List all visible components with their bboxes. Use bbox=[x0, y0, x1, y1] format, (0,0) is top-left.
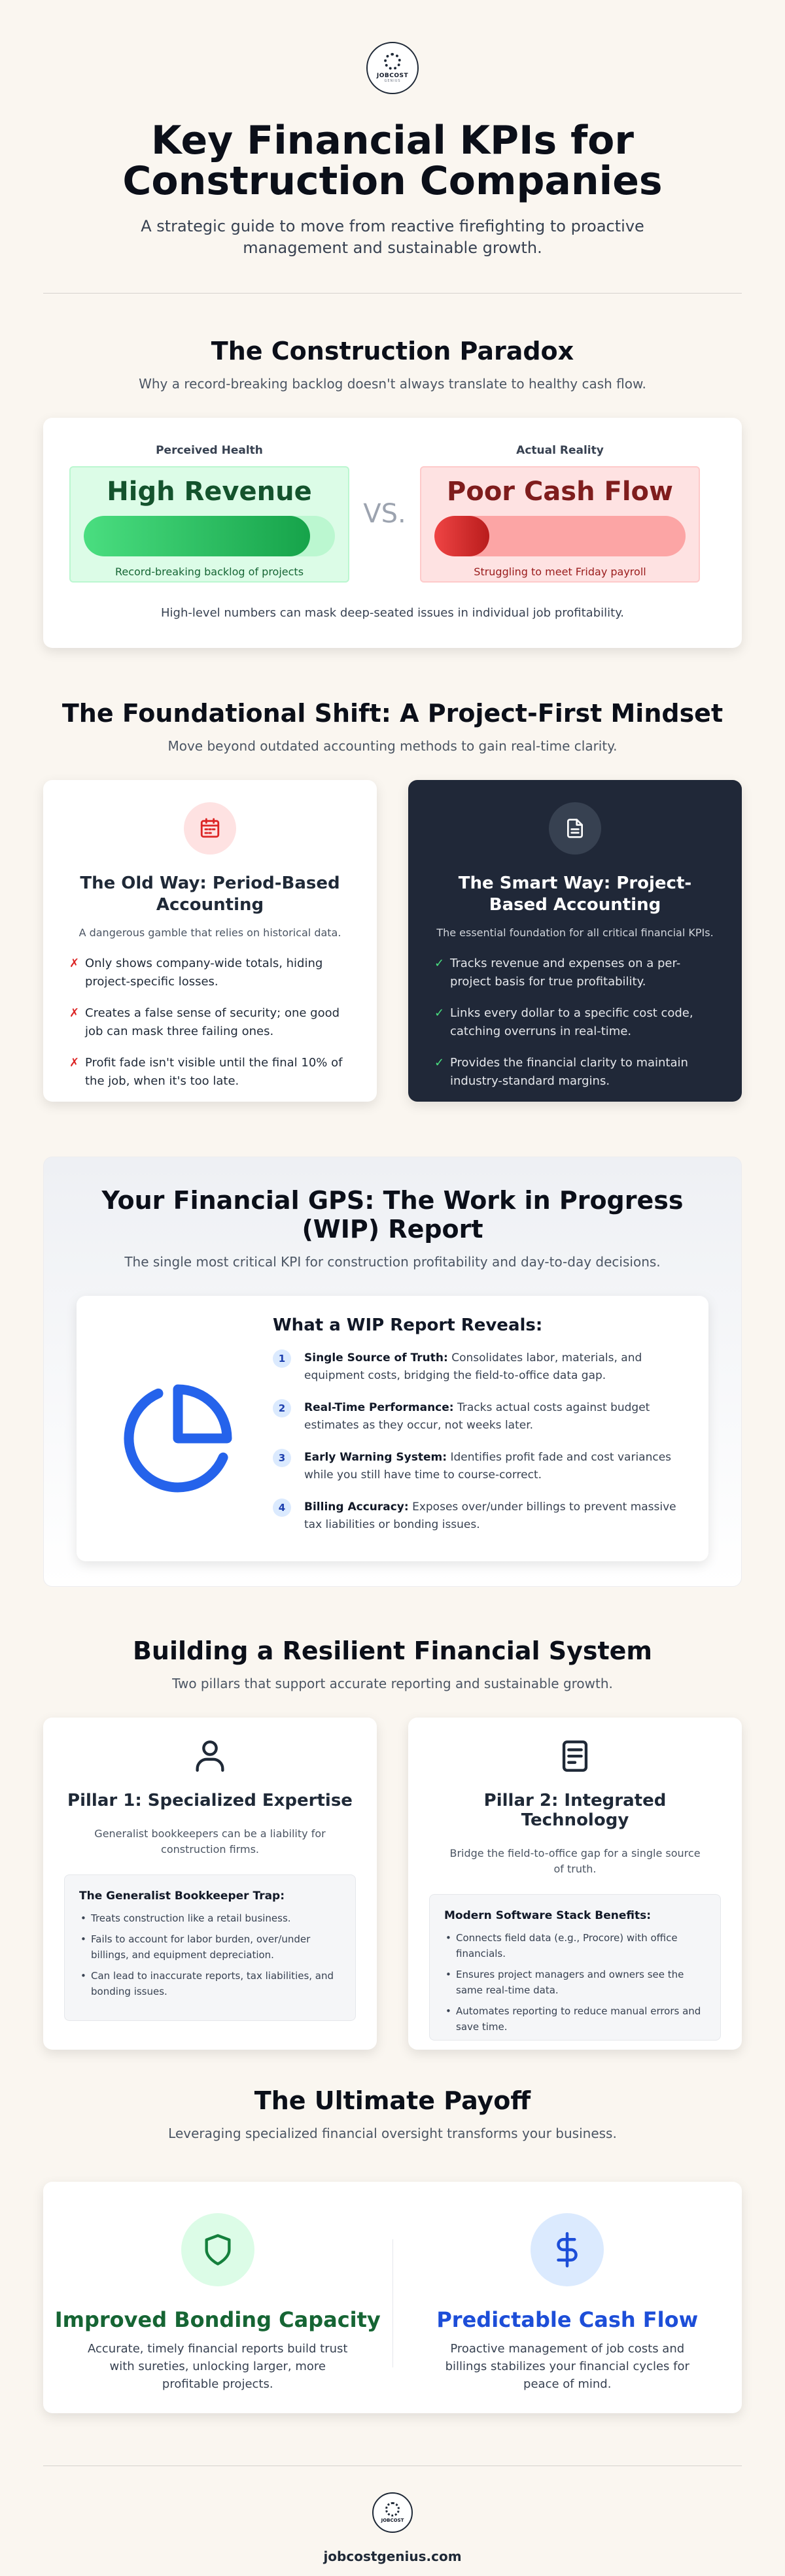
pillar-detail-box bbox=[429, 1894, 721, 2041]
actual-caption: Struggling to meet Friday payroll bbox=[474, 566, 646, 578]
shift-title: The Foundational Shift: A Project-First Mindset bbox=[61, 699, 724, 728]
actual-panel bbox=[420, 466, 700, 583]
wip-heading: What a WIP Report Reveals: bbox=[273, 1315, 543, 1335]
list-item-text: Creates a false sense of security; one good job can mask three failing ones. bbox=[85, 1006, 340, 1038]
payoff-card bbox=[43, 2182, 742, 2413]
payoff-item-title: Predictable Cash Flow bbox=[436, 2307, 699, 2332]
x-mark-icon: ✗ bbox=[69, 1056, 80, 1070]
wip-list bbox=[273, 1349, 682, 1534]
old-way-list bbox=[69, 955, 351, 1091]
paradox-section bbox=[43, 337, 742, 648]
list-item bbox=[273, 1349, 682, 1385]
footer-logo-name: JOBCOST bbox=[381, 2518, 404, 2523]
pillar-expertise-card bbox=[43, 1718, 377, 2050]
list-item-text: Links every dollar to a specific cost code, catching overruns in real-time. bbox=[450, 1006, 693, 1038]
calendar-icon bbox=[184, 802, 236, 855]
check-icon: ✓ bbox=[434, 1006, 445, 1020]
payoff-item-desc: Proactive management of job costs and billings stabilizes your financial cycles for peace of mind. bbox=[445, 2342, 689, 2391]
payoff-section bbox=[43, 2086, 742, 2413]
cash-flow-bar-fill bbox=[434, 516, 489, 556]
clipboard-icon bbox=[429, 1737, 721, 1778]
page-title: Key Financial KPIs for Construction Companies bbox=[122, 118, 663, 204]
item-title: Real-Time Performance: bbox=[304, 1401, 454, 1414]
perceived-caption: Record-breaking backlog of projects bbox=[114, 566, 304, 578]
wip-subtitle: The single most critical KPI for construction profitability and day-to-day decisions. bbox=[124, 1254, 661, 1270]
paradox-subtitle: Why a record-breaking backlog doesn't always translate to healthy cash flow. bbox=[139, 376, 646, 392]
pie-chart-icon bbox=[103, 1315, 253, 1561]
shield-icon bbox=[181, 2213, 254, 2286]
bullet-item: • Ensures project managers and owners see the same real-time data. bbox=[444, 1967, 706, 1998]
shift-section bbox=[43, 699, 742, 1102]
item-text: Identifies profit fade and cost variances while you still have time to course-correct. bbox=[304, 1451, 672, 1482]
header-logo-wrap bbox=[43, 0, 742, 94]
step-number: 3 bbox=[273, 1449, 291, 1467]
list-item-text: Profit fade isn't visible until the final 10% of the job, when it's too late. bbox=[85, 1056, 343, 1088]
smart-way-title: The Smart Way: Project-Based Accounting bbox=[458, 873, 692, 915]
perceived-label: Perceived Health bbox=[156, 444, 263, 457]
item-title: Early Warning System: bbox=[304, 1451, 447, 1464]
actual-headline: Poor Cash Flow bbox=[447, 477, 673, 507]
list-item bbox=[69, 955, 351, 991]
perceived-panel bbox=[69, 466, 349, 583]
wip-section bbox=[43, 1157, 742, 1587]
smart-way-card bbox=[408, 780, 742, 1102]
list-item-text: Tracks revenue and expenses on a per-project basis for true profitability. bbox=[450, 957, 681, 989]
gear-icon bbox=[385, 2502, 400, 2517]
pillar-title: Pillar 1: Specialized Expertise bbox=[67, 1791, 353, 1810]
old-way-tagline: A dangerous gamble that relies on historical data. bbox=[78, 926, 341, 939]
paradox-card bbox=[43, 418, 742, 648]
list-item bbox=[69, 1054, 351, 1091]
cash-flow-bar bbox=[434, 516, 686, 556]
list-item-text: Provides the financial clarity to maintain industry-standard margins. bbox=[450, 1056, 688, 1088]
pillars-section bbox=[43, 1636, 742, 2050]
user-icon bbox=[64, 1737, 356, 1778]
old-way-card bbox=[43, 780, 377, 1102]
footer-website-link[interactable]: jobcostgenius.com bbox=[323, 2549, 462, 2564]
check-icon: ✓ bbox=[434, 1056, 445, 1070]
item-text: Consolidates labor, materials, and equipment costs, bridging the field-to-office data gap. bbox=[304, 1351, 642, 1382]
smart-way-list bbox=[434, 955, 716, 1091]
x-mark-icon: ✗ bbox=[69, 1006, 80, 1020]
smart-way-tagline: The essential foundation for all critical financial KPIs. bbox=[436, 926, 714, 939]
paradox-note: High-level numbers can mask deep-seated issues in individual job profitability. bbox=[160, 606, 624, 620]
perceived-health-column bbox=[69, 444, 349, 583]
list-item bbox=[273, 1399, 682, 1434]
revenue-bar-fill bbox=[84, 516, 310, 556]
paradox-title: The Construction Paradox bbox=[211, 337, 574, 365]
shift-subtitle: Move beyond outdated accounting methods to gain real-time clarity. bbox=[167, 738, 618, 754]
list-item bbox=[434, 1004, 716, 1041]
wip-card bbox=[77, 1296, 708, 1561]
list-item bbox=[273, 1499, 682, 1534]
step-number: 1 bbox=[273, 1349, 291, 1368]
page-subtitle: A strategic guide to move from reactive firefighting to proactive management and sustainable growth. bbox=[141, 217, 644, 257]
list-item bbox=[273, 1449, 682, 1484]
vs-label: VS. bbox=[363, 499, 406, 529]
logo-sub: GENIUS bbox=[384, 79, 401, 83]
item-text: Exposes over/under billings to prevent massive tax liabilities or bonding issues. bbox=[304, 1500, 676, 1531]
payoff-subtitle: Leveraging specialized financial oversight transforms your business. bbox=[168, 2126, 617, 2141]
bullet-item: • Can lead to inaccurate reports, tax liabilities, and bonding issues. bbox=[79, 1968, 341, 1999]
payoff-item-title: Improved Bonding Capacity bbox=[54, 2307, 381, 2332]
actual-label: Actual Reality bbox=[516, 444, 604, 457]
logo-name: JOBCOST bbox=[376, 73, 409, 79]
cash-flow-column bbox=[393, 2213, 742, 2413]
list-item bbox=[434, 1054, 716, 1091]
pillars-subtitle: Two pillars that support accurate reporting and sustainable growth. bbox=[172, 1676, 613, 1691]
pillar-title: Pillar 2: Integrated Technology bbox=[483, 1791, 667, 1830]
list-item bbox=[434, 955, 716, 991]
item-title: Single Source of Truth: bbox=[304, 1351, 448, 1364]
footer-logo[interactable] bbox=[372, 2492, 413, 2533]
list-item-text: Only shows company-wide totals, hiding project-specific losses. bbox=[85, 957, 323, 989]
actual-reality-column bbox=[420, 444, 700, 583]
bullet-item: • Automates reporting to reduce manual errors and save time. bbox=[444, 2003, 706, 2035]
pillar-box-title: Modern Software Stack Benefits: bbox=[444, 1909, 652, 1922]
pillar-description: Bridge the field-to-office gap for a single source of truth. bbox=[449, 1847, 701, 1875]
list-item bbox=[69, 1004, 351, 1041]
step-number: 4 bbox=[273, 1499, 291, 1517]
step-number: 2 bbox=[273, 1399, 291, 1417]
payoff-item-desc: Accurate, timely financial reports build trust with sureties, unlocking larger, more profitable projects. bbox=[88, 2342, 348, 2391]
check-icon: ✓ bbox=[434, 957, 445, 970]
bullet-item: • Fails to account for labor burden, over/under billings, and equipment depreciation. bbox=[79, 1931, 341, 1963]
bullet-item: • Connects field data (e.g., Procore) with office financials. bbox=[444, 1930, 706, 1961]
divider bbox=[43, 293, 742, 294]
pillar-description: Generalist bookkeepers can be a liability for construction firms. bbox=[94, 1827, 326, 1856]
x-mark-icon: ✗ bbox=[69, 957, 80, 970]
wip-title: Your Financial GPS: The Work in Progress (WIP) Report bbox=[101, 1186, 684, 1244]
old-way-title: The Old Way: Period-Based Accounting bbox=[80, 873, 340, 915]
pillars-title: Building a Resilient Financial System bbox=[132, 1636, 653, 1665]
dollar-icon bbox=[531, 2213, 604, 2286]
pillar-box-title: The Generalist Bookkeeper Trap: bbox=[79, 1890, 285, 1903]
footer-logo-wrap bbox=[43, 2492, 742, 2533]
document-icon bbox=[549, 802, 601, 855]
bonding-capacity-column bbox=[43, 2213, 392, 2413]
revenue-bar bbox=[84, 516, 335, 556]
item-text: Tracks actual costs against budget estimates as they occur, not weeks later. bbox=[304, 1401, 650, 1432]
gear-icon bbox=[384, 53, 401, 70]
pillar-technology-card bbox=[408, 1718, 742, 2050]
item-title: Billing Accuracy: bbox=[304, 1500, 409, 1514]
bullet-item: • Treats construction like a retail business. bbox=[79, 1910, 341, 1926]
payoff-title: The Ultimate Payoff bbox=[254, 2086, 531, 2115]
pillar-detail-box bbox=[64, 1874, 356, 2021]
perceived-headline: High Revenue bbox=[107, 477, 312, 507]
brand-logo[interactable] bbox=[366, 42, 419, 94]
